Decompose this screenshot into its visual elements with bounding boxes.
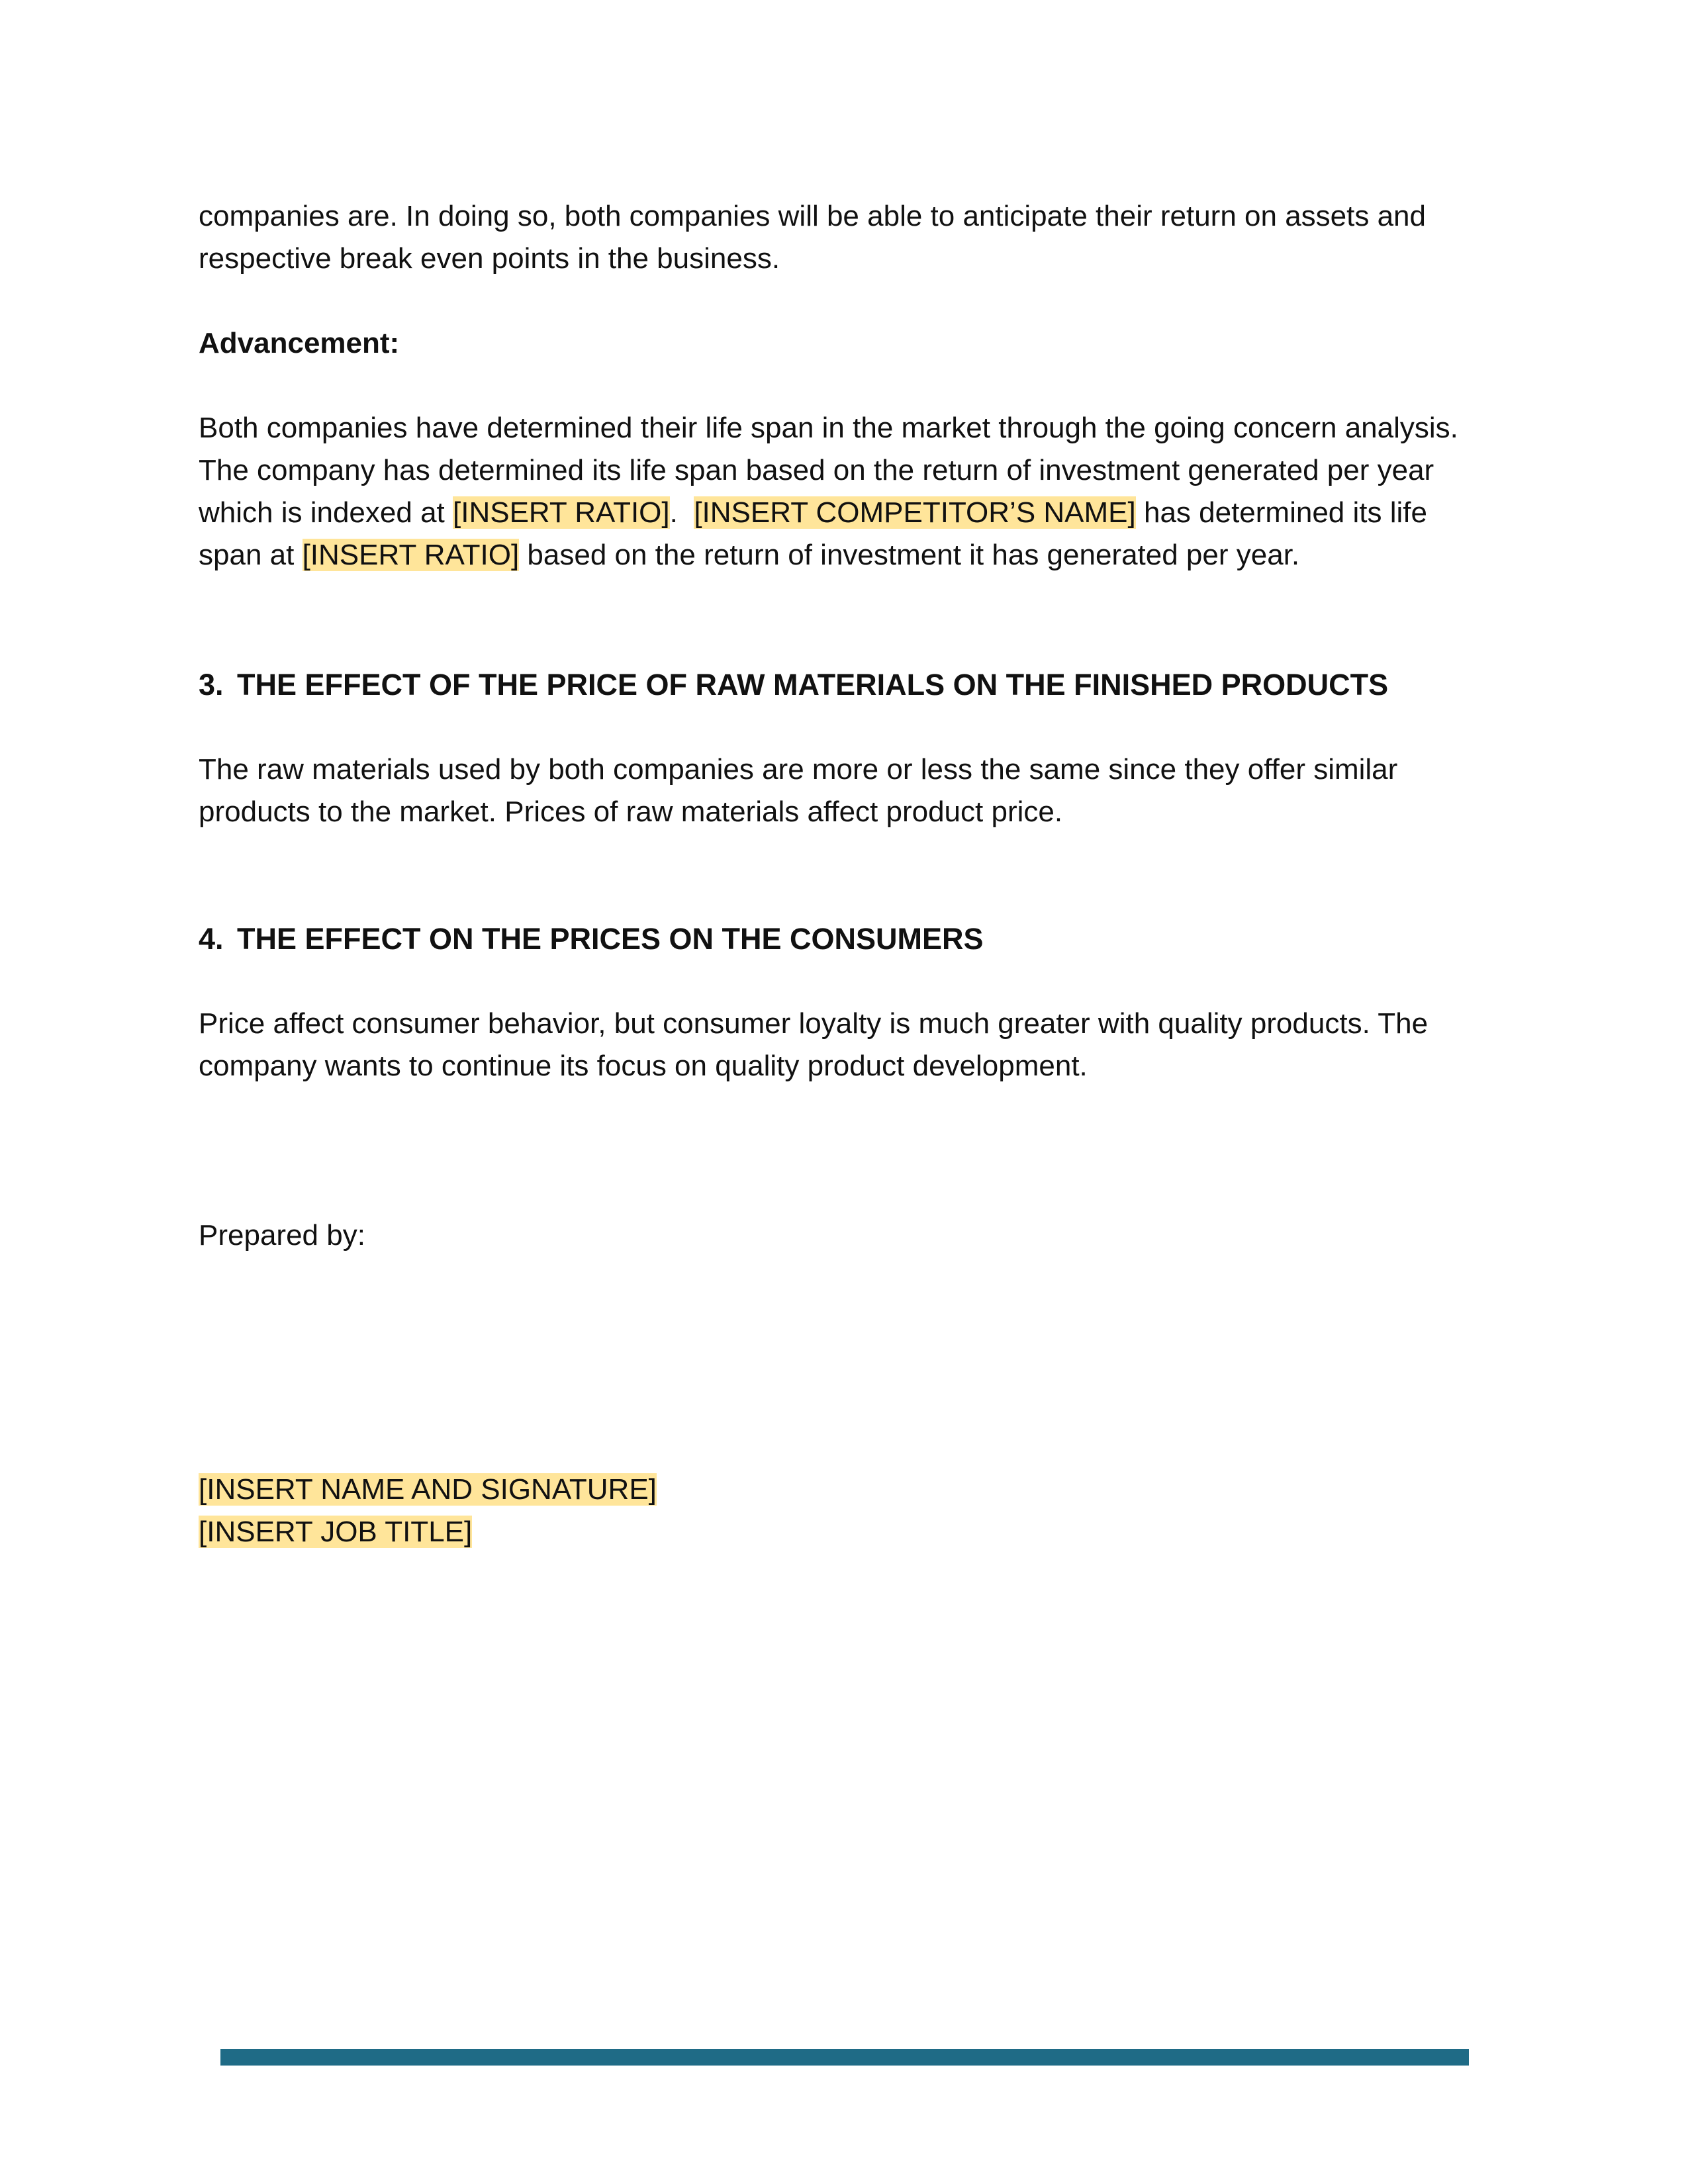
section-4-body: Price affect consumer behavior, but consumer loyalty is much greater with quality products. The company wants to continue its focus on quality product development. (199, 1007, 1429, 1082)
advancement-text-3: has determined its life span at (199, 496, 1427, 571)
footer-accent-bar (220, 2049, 1469, 2066)
prepared-by-label: Prepared by: (199, 1219, 365, 1251)
advancement-text-4: based on the return of investment it has generated per year. (519, 539, 1300, 571)
section-3-body: The raw materials used by both companies are more or less the same since they offer similar products to the market. Prices of raw materials affect product price. (199, 753, 1398, 828)
intro-line-2: respective break even points in the business. (199, 242, 780, 275)
advancement-heading: Advancement: (199, 327, 400, 359)
section-3-number: 3. (199, 668, 224, 702)
intro-line-1: companies are. In doing so, both companies will be able to anticipate their return on assets and (199, 200, 1426, 232)
section-4-title: THE EFFECT ON THE PRICES ON THE CONSUMERS (237, 922, 984, 956)
placeholder-competitor-name[interactable]: [INSERT COMPETITOR’S NAME] (694, 496, 1136, 529)
intro-paragraph (199, 195, 1489, 280)
advancement-text-1: Both companies have determined their life span in the market through the going concern analysis. The company has determined its life span based on the return of investment generated per year which is indexed at (199, 412, 1458, 529)
document-body (199, 195, 1489, 1553)
section-4-heading (199, 918, 1489, 960)
section-3-heading (199, 664, 1489, 706)
placeholder-insert-ratio-2[interactable]: [INSERT RATIO] (302, 539, 520, 571)
section-3-title: THE EFFECT OF THE PRICE OF RAW MATERIALS ON THE FINISHED PRODUCTS (237, 668, 1389, 702)
section-4-number: 4. (199, 922, 224, 956)
signature-block (199, 1469, 1489, 1553)
placeholder-insert-ratio-1[interactable]: [INSERT RATIO] (453, 496, 670, 529)
advancement-text-2: . (669, 496, 694, 529)
placeholder-name-signature[interactable]: [INSERT NAME AND SIGNATURE] (199, 1473, 657, 1506)
advancement-paragraph (199, 407, 1476, 576)
placeholder-job-title[interactable]: [INSERT JOB TITLE] (199, 1516, 473, 1548)
